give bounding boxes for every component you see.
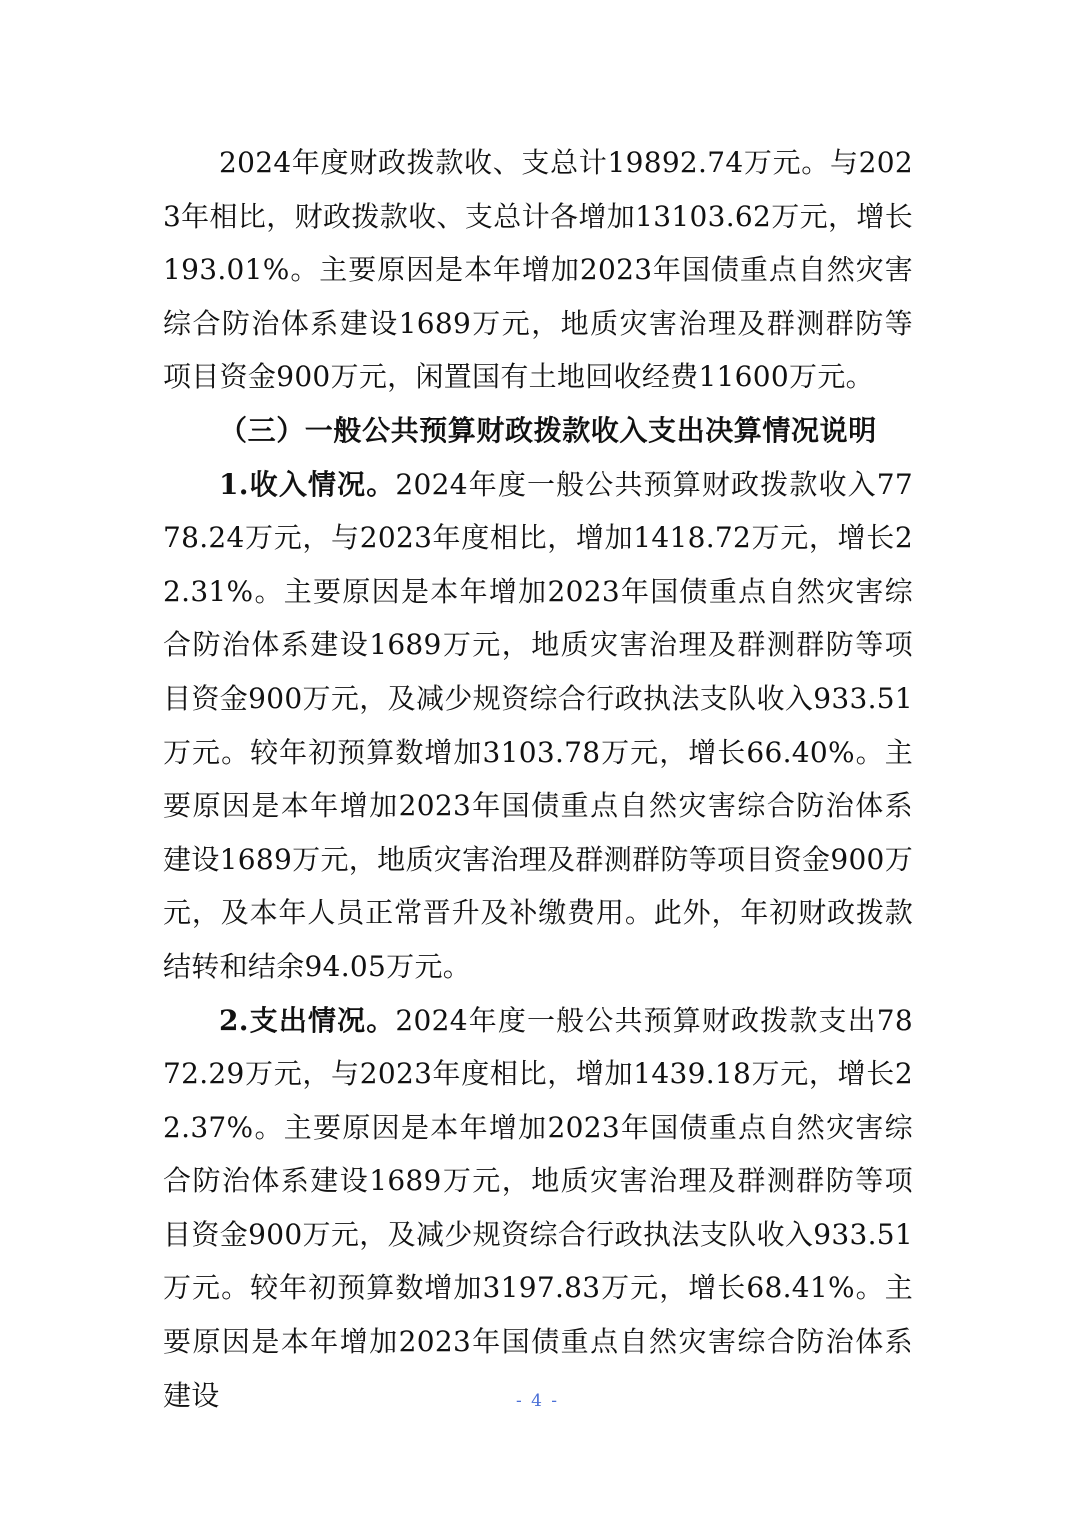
paragraph-text: 2024年度财政拨款收、支总计19892.74万元。与2023年相比，财政拨款收、支总计各增加13103.62万元，增长193.01%。主要原因是本年增加2023年国债重点自然灾害综合防治体系建设1689万元，地质灾害治理及群测群防等项目资金900万元，闲置国有土地回收经费11600万元。	[163, 146, 913, 394]
paragraph-lead: 2.支出情况。	[219, 1003, 396, 1037]
page-number: - 4 -	[515, 1391, 560, 1411]
paragraph-total-appropriation	[163, 136, 913, 404]
paragraph-text: 2024年度一般公共预算财政拨款支出7872.29万元，与2023年度相比，增加1439.18万元，增长22.37%。主要原因是本年增加2023年国债重点自然灾害综合防治体系建设1689万元，地质灾害治理及群测群防等项目资金900万元，及减少规资综合行政执法支队收入933.51万元。较年初预算数增加3197.83万元，增长68.41%。主要原因是本年增加2023年国债重点自然灾害综合防治体系建设	[163, 1003, 913, 1412]
paragraph-expenditure	[163, 994, 913, 1423]
paragraph-income	[163, 458, 913, 994]
paragraph-text: 2024年度一般公共预算财政拨款收入7778.24万元，与2023年度相比，增加1418.72万元，增长22.31%。主要原因是本年增加2023年国债重点自然灾害综合防治体系建设1689万元，地质灾害治理及群测群防等项目资金900万元，及减少规资综合行政执法支队收入933.51万元。较年初预算数增加3103.78万元，增长66.40%。主要原因是本年增加2023年国债重点自然灾害综合防治体系建设1689万元，地质灾害治理及群测群防等项目资金900万元，及本年人员正常晋升及补缴费用。此外，年初财政拨款结转和结余94.05万元。	[163, 467, 913, 983]
document-body	[163, 136, 913, 1422]
section-heading: （三）一般公共预算财政拨款收入支出决算情况说明	[219, 413, 877, 447]
paragraph-lead: 1.收入情况。	[219, 467, 396, 501]
